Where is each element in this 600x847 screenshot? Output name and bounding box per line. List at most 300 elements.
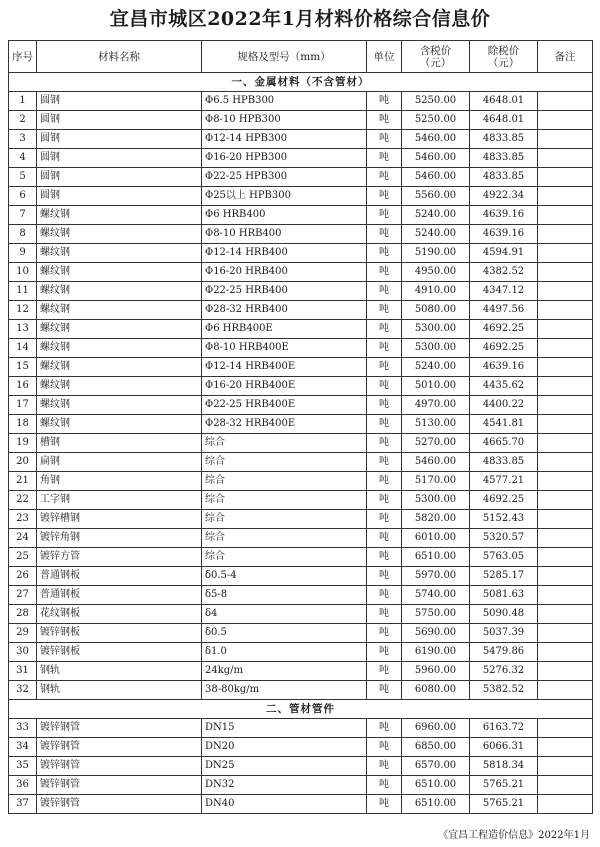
remark-cell (538, 377, 593, 396)
spec-model-cell: 综合 (202, 453, 367, 472)
unit-cell: 吨 (367, 92, 402, 111)
price-with-tax-cell: 5460.00 (402, 149, 470, 168)
table-row (9, 320, 593, 339)
price-with-tax-cell: 5970.00 (402, 567, 470, 586)
unit-cell: 吨 (367, 472, 402, 491)
table-row (9, 149, 593, 168)
spec-model-cell: DN15 (202, 719, 367, 738)
row-number-cell: 16 (9, 377, 37, 396)
price-with-tax-cell: 5690.00 (402, 624, 470, 643)
row-number-cell: 15 (9, 358, 37, 377)
material-name-cell: 螺纹钢 (37, 301, 202, 320)
document-title: 宜昌市城区2022年1月材料价格综合信息价 (109, 8, 491, 30)
table-row (9, 548, 593, 567)
price-table (8, 40, 593, 814)
price-without-tax-cell: 4692.25 (470, 339, 538, 358)
price-with-tax-cell: 6010.00 (402, 529, 470, 548)
header-price-notax: 除税价 （元） (470, 41, 538, 73)
price-with-tax-cell: 5300.00 (402, 339, 470, 358)
unit-cell: 吨 (367, 339, 402, 358)
row-number-cell: 37 (9, 795, 37, 814)
material-name-cell: 圆钢 (37, 92, 202, 111)
remark-cell (538, 206, 593, 225)
price-with-tax-cell: 6510.00 (402, 548, 470, 567)
unit-cell: 吨 (367, 415, 402, 434)
row-number-cell: 35 (9, 757, 37, 776)
unit-cell: 吨 (367, 111, 402, 130)
table-row (9, 662, 593, 681)
section-row (9, 700, 593, 719)
remark-cell (538, 320, 593, 339)
price-with-tax-cell: 5740.00 (402, 586, 470, 605)
spec-model-cell: δ4 (202, 605, 367, 624)
spec-model-cell: DN32 (202, 776, 367, 795)
unit-cell: 吨 (367, 187, 402, 206)
remark-cell (538, 149, 593, 168)
row-number-cell: 5 (9, 168, 37, 187)
material-name-cell: 角钢 (37, 472, 202, 491)
row-number-cell: 17 (9, 396, 37, 415)
table-row (9, 111, 593, 130)
footer-source: 《宜昌工程造价信息》2022年1月 (438, 830, 590, 841)
spec-model-cell: Φ8-10 HRB400 (202, 225, 367, 244)
material-name-cell: 镀锌槽钢 (37, 510, 202, 529)
spec-model-cell: Φ16-20 HPB300 (202, 149, 367, 168)
unit-cell: 吨 (367, 776, 402, 795)
remark-cell (538, 130, 593, 149)
remark-cell (538, 567, 593, 586)
remark-cell (538, 681, 593, 700)
row-number-cell: 2 (9, 111, 37, 130)
material-name-cell: 镀锌钢管 (37, 757, 202, 776)
price-with-tax-cell: 5240.00 (402, 358, 470, 377)
row-number-cell: 36 (9, 776, 37, 795)
price-without-tax-cell: 4382.52 (470, 263, 538, 282)
header-spec: 规格及型号（mm） (202, 41, 367, 73)
price-without-tax-cell: 5285.17 (470, 567, 538, 586)
table-row (9, 719, 593, 738)
table-row (9, 434, 593, 453)
table-row (9, 244, 593, 263)
material-name-cell: 螺纹钢 (37, 225, 202, 244)
spec-model-cell: 综合 (202, 529, 367, 548)
price-without-tax-cell: 4833.85 (470, 149, 538, 168)
price-with-tax-cell: 5300.00 (402, 320, 470, 339)
price-without-tax-cell: 5037.39 (470, 624, 538, 643)
unit-cell: 吨 (367, 662, 402, 681)
material-name-cell: 圆钢 (37, 130, 202, 149)
unit-cell: 吨 (367, 358, 402, 377)
material-name-cell: 镀锌钢管 (37, 776, 202, 795)
spec-model-cell: Φ6 HRB400E (202, 320, 367, 339)
table-row (9, 92, 593, 111)
material-name-cell: 螺纹钢 (37, 282, 202, 301)
price-without-tax-cell: 5382.52 (470, 681, 538, 700)
price-without-tax-cell: 4435.62 (470, 377, 538, 396)
material-name-cell: 圆钢 (37, 168, 202, 187)
header-price-tax: 含税价 （元） (402, 41, 470, 73)
spec-model-cell: Φ12-14 HPB300 (202, 130, 367, 149)
remark-cell (538, 111, 593, 130)
unit-cell: 吨 (367, 434, 402, 453)
price-with-tax-cell: 5460.00 (402, 168, 470, 187)
remark-cell (538, 757, 593, 776)
spec-model-cell: Φ6.5 HPB300 (202, 92, 367, 111)
remark-cell (538, 795, 593, 814)
table-row (9, 282, 593, 301)
remark-cell (538, 548, 593, 567)
price-without-tax-cell: 5320.57 (470, 529, 538, 548)
remark-cell (538, 453, 593, 472)
table-row (9, 681, 593, 700)
unit-cell: 吨 (367, 757, 402, 776)
price-without-tax-cell: 5090.48 (470, 605, 538, 624)
row-number-cell: 9 (9, 244, 37, 263)
row-number-cell: 20 (9, 453, 37, 472)
price-with-tax-cell: 6570.00 (402, 757, 470, 776)
spec-model-cell: Φ16-20 HRB400E (202, 377, 367, 396)
spec-model-cell: Φ22-25 HRB400 (202, 282, 367, 301)
unit-cell: 吨 (367, 510, 402, 529)
spec-model-cell: Φ6 HRB400 (202, 206, 367, 225)
remark-cell (538, 358, 593, 377)
price-with-tax-cell: 5080.00 (402, 301, 470, 320)
unit-cell: 吨 (367, 206, 402, 225)
table-row (9, 301, 593, 320)
material-name-cell: 螺纹钢 (37, 358, 202, 377)
material-name-cell: 螺纹钢 (37, 320, 202, 339)
row-number-cell: 27 (9, 586, 37, 605)
remark-cell (538, 434, 593, 453)
table-row (9, 225, 593, 244)
row-number-cell: 1 (9, 92, 37, 111)
price-with-tax-cell: 5560.00 (402, 187, 470, 206)
price-without-tax-cell: 6163.72 (470, 719, 538, 738)
unit-cell: 吨 (367, 282, 402, 301)
price-without-tax-cell: 4833.85 (470, 168, 538, 187)
spec-model-cell: Φ28-32 HRB400 (202, 301, 367, 320)
material-name-cell: 普通钢板 (37, 567, 202, 586)
table-row (9, 738, 593, 757)
remark-cell (538, 662, 593, 681)
price-without-tax-cell: 4922.34 (470, 187, 538, 206)
spec-model-cell: 综合 (202, 472, 367, 491)
remark-cell (538, 339, 593, 358)
unit-cell: 吨 (367, 529, 402, 548)
table-row (9, 206, 593, 225)
header-unit: 单位 (367, 41, 402, 73)
row-number-cell: 7 (9, 206, 37, 225)
price-without-tax-cell: 4347.12 (470, 282, 538, 301)
table-row (9, 472, 593, 491)
remark-cell (538, 738, 593, 757)
unit-cell: 吨 (367, 301, 402, 320)
spec-model-cell: Φ25以上 HPB300 (202, 187, 367, 206)
price-with-tax-cell: 5010.00 (402, 377, 470, 396)
spec-model-cell: DN20 (202, 738, 367, 757)
material-name-cell: 螺纹钢 (37, 396, 202, 415)
table-row (9, 491, 593, 510)
section-title: 二、管材管件 (9, 700, 593, 719)
row-number-cell: 14 (9, 339, 37, 358)
spec-model-cell: Φ22-25 HRB400E (202, 396, 367, 415)
table-row (9, 263, 593, 282)
material-name-cell: 螺纹钢 (37, 377, 202, 396)
price-with-tax-cell: 5250.00 (402, 111, 470, 130)
price-with-tax-cell: 4950.00 (402, 263, 470, 282)
row-number-cell: 12 (9, 301, 37, 320)
price-without-tax-cell: 5152.43 (470, 510, 538, 529)
unit-cell: 吨 (367, 491, 402, 510)
remark-cell (538, 263, 593, 282)
price-without-tax-cell: 4400.22 (470, 396, 538, 415)
material-name-cell: 镀锌钢管 (37, 719, 202, 738)
price-with-tax-cell: 5460.00 (402, 453, 470, 472)
price-without-tax-cell: 4577.21 (470, 472, 538, 491)
unit-cell: 吨 (367, 320, 402, 339)
table-row (9, 643, 593, 662)
spec-model-cell: Φ8-10 HRB400E (202, 339, 367, 358)
price-without-tax-cell: 4648.01 (470, 111, 538, 130)
row-number-cell: 19 (9, 434, 37, 453)
row-number-cell: 3 (9, 130, 37, 149)
row-number-cell: 21 (9, 472, 37, 491)
spec-model-cell: Φ16-20 HRB400 (202, 263, 367, 282)
unit-cell: 吨 (367, 149, 402, 168)
table-row (9, 776, 593, 795)
price-without-tax-cell: 4639.16 (470, 206, 538, 225)
row-number-cell: 23 (9, 510, 37, 529)
remark-cell (538, 187, 593, 206)
price-with-tax-cell: 5460.00 (402, 130, 470, 149)
price-without-tax-cell: 5765.21 (470, 795, 538, 814)
row-number-cell: 10 (9, 263, 37, 282)
material-name-cell: 螺纹钢 (37, 339, 202, 358)
table-body (9, 73, 593, 814)
price-without-tax-cell: 4833.85 (470, 453, 538, 472)
table-row (9, 396, 593, 415)
unit-cell: 吨 (367, 681, 402, 700)
row-number-cell: 24 (9, 529, 37, 548)
unit-cell: 吨 (367, 624, 402, 643)
price-without-tax-cell: 4594.91 (470, 244, 538, 263)
price-with-tax-cell: 6190.00 (402, 643, 470, 662)
price-with-tax-cell: 6850.00 (402, 738, 470, 757)
unit-cell: 吨 (367, 719, 402, 738)
price-without-tax-cell: 4692.25 (470, 320, 538, 339)
unit-cell: 吨 (367, 605, 402, 624)
unit-cell: 吨 (367, 377, 402, 396)
unit-cell: 吨 (367, 567, 402, 586)
remark-cell (538, 776, 593, 795)
remark-cell (538, 415, 593, 434)
remark-cell (538, 586, 593, 605)
remark-cell (538, 472, 593, 491)
unit-cell: 吨 (367, 244, 402, 263)
row-number-cell: 25 (9, 548, 37, 567)
table-row (9, 757, 593, 776)
remark-cell (538, 282, 593, 301)
price-with-tax-cell: 5250.00 (402, 92, 470, 111)
price-without-tax-cell: 5081.63 (470, 586, 538, 605)
price-with-tax-cell: 5240.00 (402, 225, 470, 244)
price-with-tax-cell: 5960.00 (402, 662, 470, 681)
row-number-cell: 32 (9, 681, 37, 700)
spec-model-cell: Φ22-25 HPB300 (202, 168, 367, 187)
price-without-tax-cell: 4833.85 (470, 130, 538, 149)
remark-cell (538, 510, 593, 529)
spec-model-cell: Φ8-10 HPB300 (202, 111, 367, 130)
material-name-cell: 螺纹钢 (37, 206, 202, 225)
remark-cell (538, 301, 593, 320)
price-with-tax-cell: 6080.00 (402, 681, 470, 700)
spec-model-cell: Φ12-14 HRB400E (202, 358, 367, 377)
price-without-tax-cell: 4541.81 (470, 415, 538, 434)
spec-model-cell: Φ12-14 HRB400 (202, 244, 367, 263)
price-without-tax-cell: 4648.01 (470, 92, 538, 111)
header-name: 材料名称 (37, 41, 202, 73)
table-row (9, 510, 593, 529)
price-without-tax-cell: 5818.34 (470, 757, 538, 776)
table-row (9, 586, 593, 605)
price-with-tax-cell: 5130.00 (402, 415, 470, 434)
row-number-cell: 13 (9, 320, 37, 339)
spec-model-cell: δ1.0 (202, 643, 367, 662)
price-without-tax-cell: 5765.21 (470, 776, 538, 795)
remark-cell (538, 605, 593, 624)
remark-cell (538, 624, 593, 643)
price-with-tax-cell: 5750.00 (402, 605, 470, 624)
row-number-cell: 30 (9, 643, 37, 662)
material-name-cell: 螺纹钢 (37, 244, 202, 263)
row-number-cell: 8 (9, 225, 37, 244)
price-with-tax-cell: 6510.00 (402, 795, 470, 814)
spec-model-cell: Φ28-32 HRB400E (202, 415, 367, 434)
spec-model-cell: DN40 (202, 795, 367, 814)
spec-model-cell: δ0.5 (202, 624, 367, 643)
price-with-tax-cell: 5190.00 (402, 244, 470, 263)
row-number-cell: 6 (9, 187, 37, 206)
table-row (9, 339, 593, 358)
price-without-tax-cell: 6066.31 (470, 738, 538, 757)
material-name-cell: 圆钢 (37, 111, 202, 130)
row-number-cell: 31 (9, 662, 37, 681)
table-row (9, 567, 593, 586)
spec-model-cell: 综合 (202, 434, 367, 453)
table-row (9, 168, 593, 187)
unit-cell: 吨 (367, 586, 402, 605)
row-number-cell: 26 (9, 567, 37, 586)
price-with-tax-cell: 5300.00 (402, 491, 470, 510)
price-without-tax-cell: 4665.70 (470, 434, 538, 453)
spec-model-cell: 24kg/m (202, 662, 367, 681)
row-number-cell: 18 (9, 415, 37, 434)
table-row (9, 605, 593, 624)
remark-cell (538, 244, 593, 263)
price-without-tax-cell: 4639.16 (470, 358, 538, 377)
spec-model-cell: δ0.5-4 (202, 567, 367, 586)
table-row (9, 377, 593, 396)
header-row (9, 41, 593, 73)
unit-cell: 吨 (367, 548, 402, 567)
price-without-tax-cell: 4639.16 (470, 225, 538, 244)
material-name-cell: 钢轨 (37, 681, 202, 700)
table-row (9, 415, 593, 434)
material-name-cell: 花纹钢板 (37, 605, 202, 624)
table-row (9, 624, 593, 643)
header-no: 序号 (9, 41, 37, 73)
material-name-cell: 螺纹钢 (37, 263, 202, 282)
remark-cell (538, 719, 593, 738)
row-number-cell: 29 (9, 624, 37, 643)
spec-model-cell: DN25 (202, 757, 367, 776)
unit-cell: 吨 (367, 130, 402, 149)
row-number-cell: 34 (9, 738, 37, 757)
remark-cell (538, 529, 593, 548)
spec-model-cell: 综合 (202, 548, 367, 567)
material-name-cell: 镀锌钢管 (37, 795, 202, 814)
table-row (9, 795, 593, 814)
unit-cell: 吨 (367, 396, 402, 415)
table-row (9, 358, 593, 377)
section-title: 一、金属材料（不含管材） (9, 73, 593, 92)
material-name-cell: 扁钢 (37, 453, 202, 472)
material-name-cell: 槽钢 (37, 434, 202, 453)
price-without-tax-cell: 5276.32 (470, 662, 538, 681)
material-name-cell: 工字钢 (37, 491, 202, 510)
spec-model-cell: 综合 (202, 491, 367, 510)
material-name-cell: 镀锌钢板 (37, 624, 202, 643)
price-without-tax-cell: 5479.86 (470, 643, 538, 662)
unit-cell: 吨 (367, 263, 402, 282)
material-name-cell: 螺纹钢 (37, 415, 202, 434)
unit-cell: 吨 (367, 225, 402, 244)
material-name-cell: 镀锌方管 (37, 548, 202, 567)
remark-cell (538, 643, 593, 662)
price-with-tax-cell: 6960.00 (402, 719, 470, 738)
unit-cell: 吨 (367, 643, 402, 662)
section-row (9, 73, 593, 92)
material-name-cell: 镀锌钢管 (37, 738, 202, 757)
price-with-tax-cell: 4970.00 (402, 396, 470, 415)
row-number-cell: 4 (9, 149, 37, 168)
material-name-cell: 镀锌钢板 (37, 643, 202, 662)
table-row (9, 529, 593, 548)
spec-model-cell: 38-80kg/m (202, 681, 367, 700)
unit-cell: 吨 (367, 168, 402, 187)
table-row (9, 187, 593, 206)
row-number-cell: 33 (9, 719, 37, 738)
price-with-tax-cell: 5270.00 (402, 434, 470, 453)
material-name-cell: 普通钢板 (37, 586, 202, 605)
header-remark: 备注 (538, 41, 593, 73)
spec-model-cell: δ5-8 (202, 586, 367, 605)
price-with-tax-cell: 5240.00 (402, 206, 470, 225)
material-name-cell: 圆钢 (37, 187, 202, 206)
remark-cell (538, 396, 593, 415)
unit-cell: 吨 (367, 738, 402, 757)
table-row (9, 130, 593, 149)
row-number-cell: 28 (9, 605, 37, 624)
unit-cell: 吨 (367, 453, 402, 472)
row-number-cell: 11 (9, 282, 37, 301)
price-with-tax-cell: 4910.00 (402, 282, 470, 301)
price-with-tax-cell: 6510.00 (402, 776, 470, 795)
table-row (9, 453, 593, 472)
price-without-tax-cell: 4497.56 (470, 301, 538, 320)
unit-cell: 吨 (367, 795, 402, 814)
price-without-tax-cell: 5763.05 (470, 548, 538, 567)
